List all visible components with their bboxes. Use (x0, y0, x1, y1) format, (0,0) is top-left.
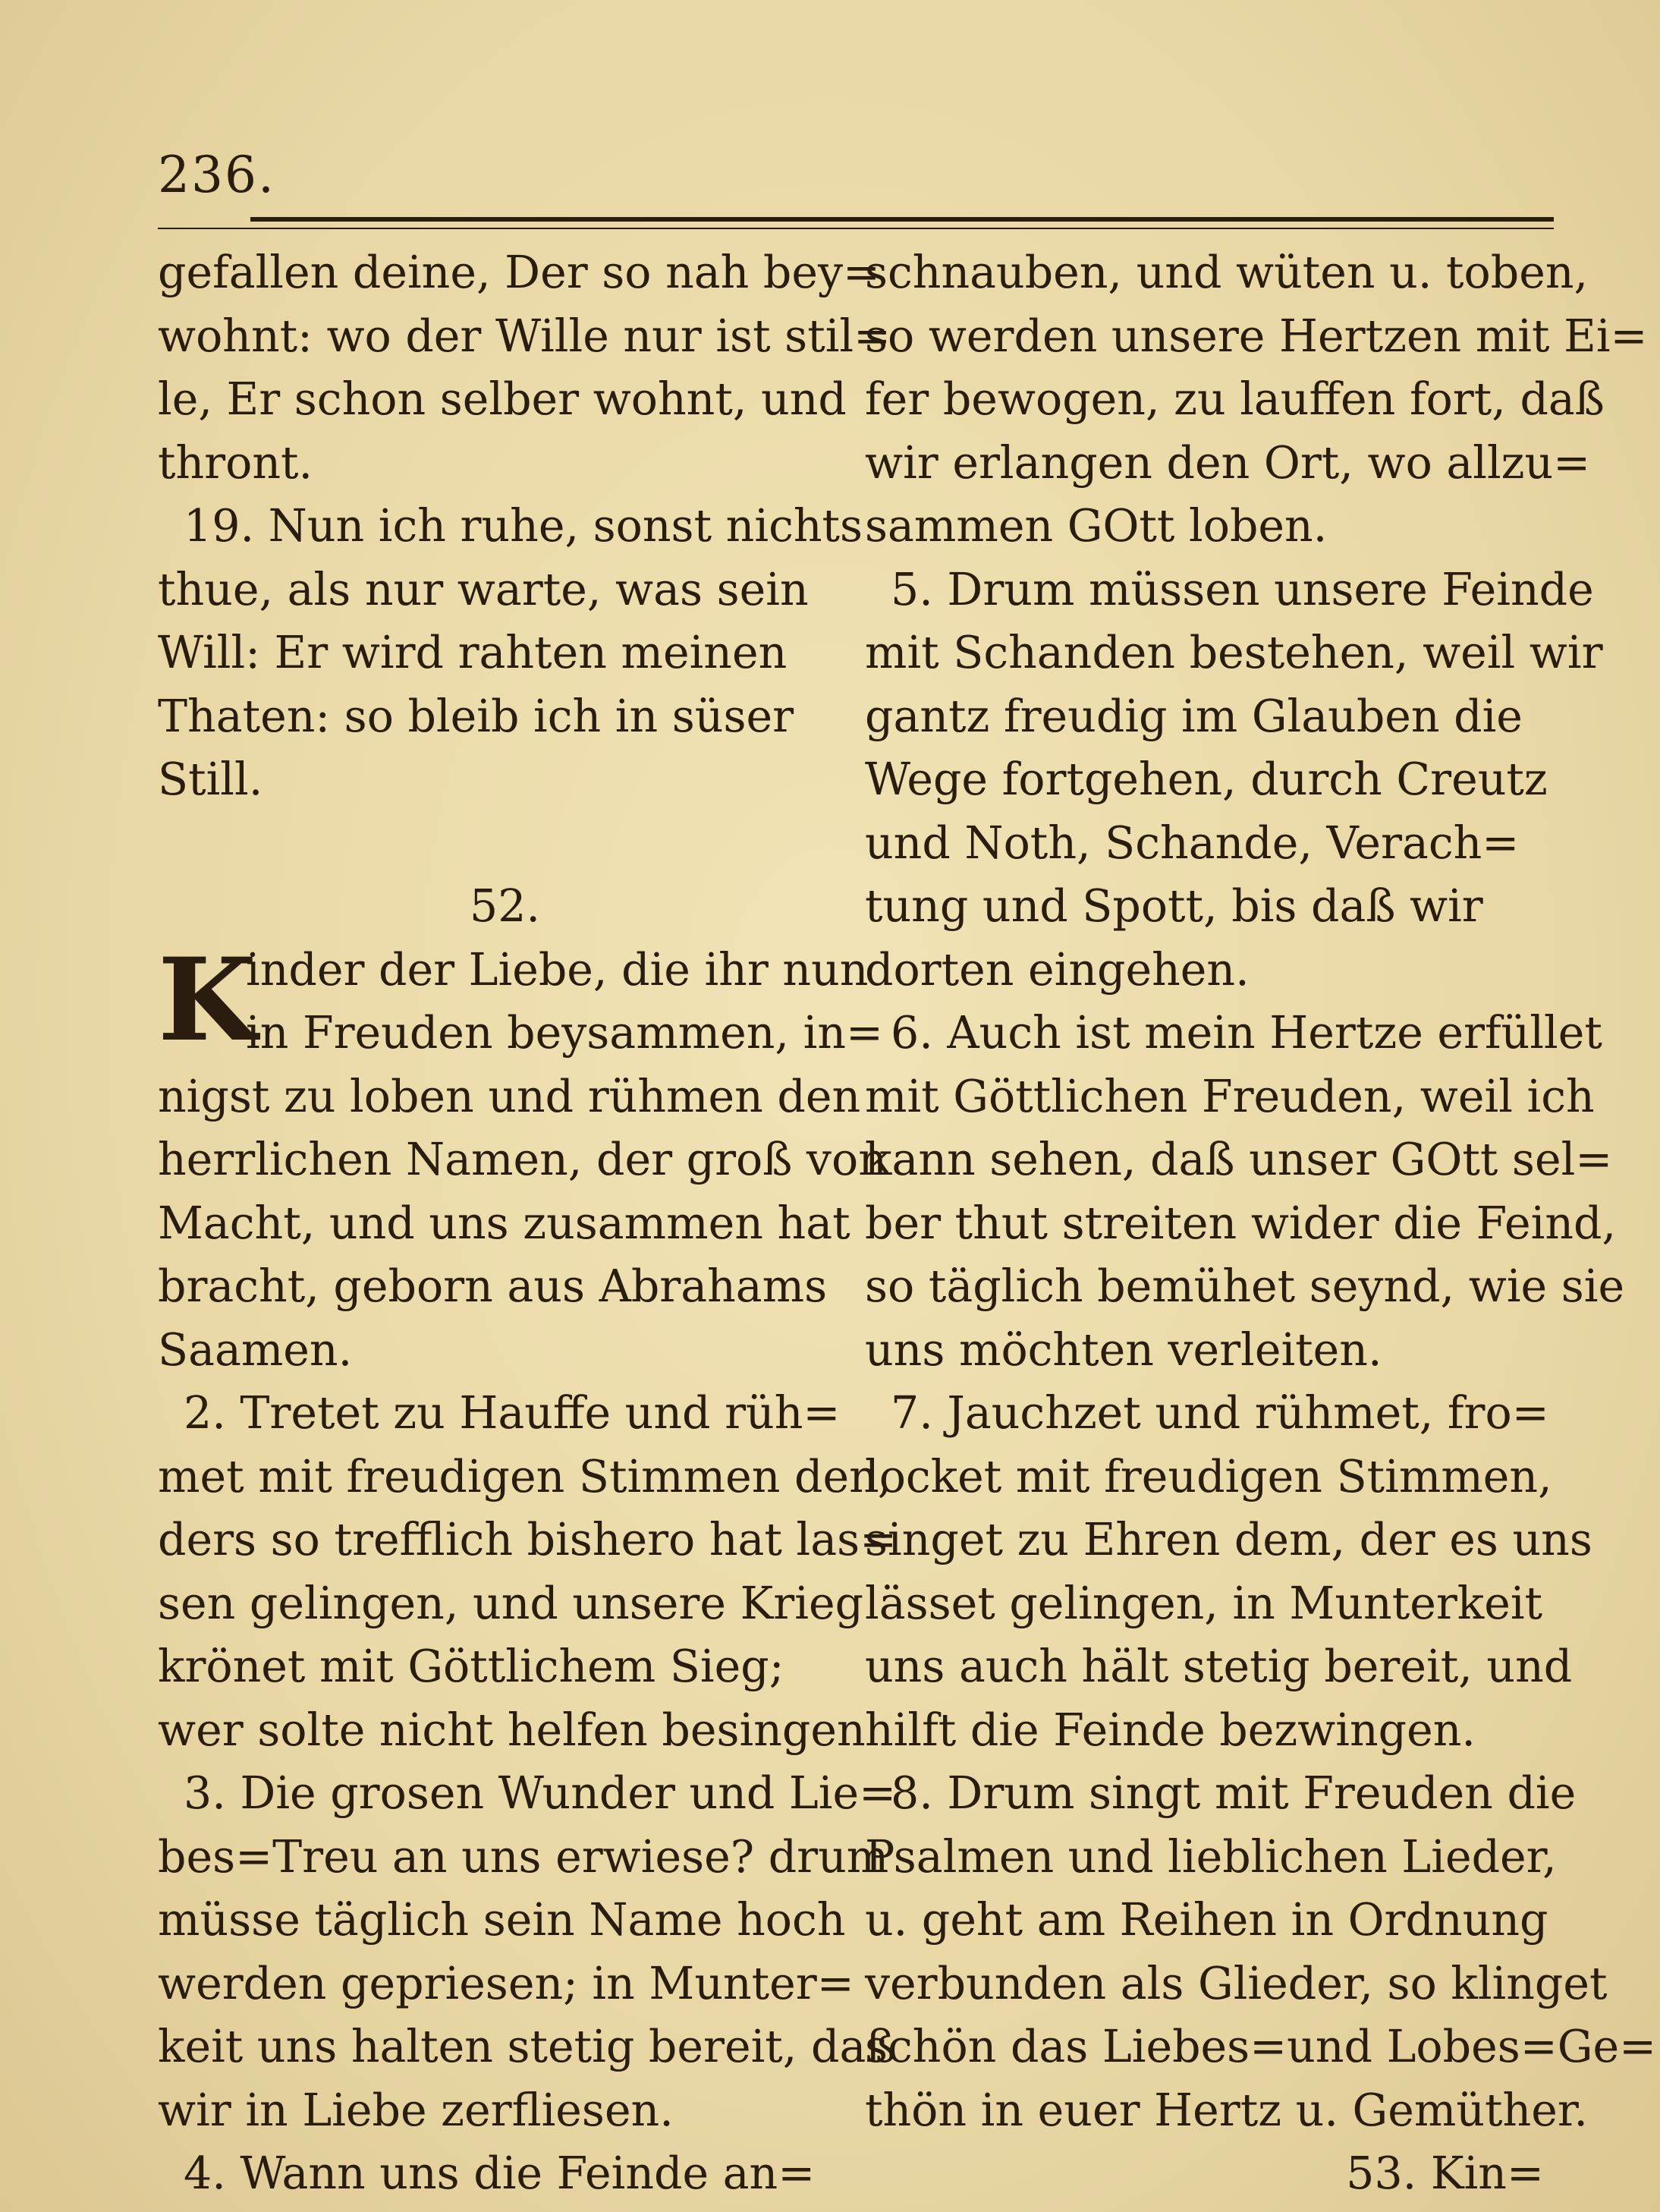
left-column (158, 241, 898, 2206)
text-line: nigst zu loben und rühmen den (158, 1070, 861, 1122)
text-line: locket mit freudigen Stimmen, (865, 1450, 1552, 1502)
stanza-8-start: 8. Drum singt mit Freuden die (891, 1767, 1577, 1819)
blank-line (158, 812, 852, 876)
right-column (865, 241, 1657, 2206)
text-line: sammen GOtt loben. (865, 500, 1328, 552)
text-line: thön in euer Hertz u. Gemüther. (865, 2084, 1588, 2136)
text-line: herrlichen Namen, der groß von (158, 1134, 887, 1185)
text-line: hilft die Feinde bezwingen. (865, 1704, 1476, 1756)
text-line: uns möchten verleiten. (865, 1323, 1382, 1376)
text-line: mit Schanden bestehen, weil wir (865, 627, 1603, 678)
text-line: keit uns halten stetig bereit, daß (158, 2021, 896, 2072)
text-line: wer solte nicht helfen besingen (158, 1704, 866, 1756)
text-line: Saamen. (158, 1323, 353, 1376)
text-line: wohnt: wo der Wille nur ist stil= (158, 310, 891, 362)
text-line: gefallen deine, Der so nah bey= (158, 247, 881, 298)
text-line: Still. (158, 754, 263, 805)
text-line: kann sehen, daß unser GOtt sel= (865, 1134, 1613, 1185)
text-line: wir in Liebe zerfliesen. (158, 2084, 674, 2136)
text-line: u. geht am Reihen in Ordnung (865, 1894, 1548, 1946)
text-line: thront. (158, 436, 313, 489)
text-line: so werden unsere Hertzen mit Ei= (865, 310, 1648, 362)
text-line: bes=Treu an uns erwiese? drum (158, 1830, 889, 1883)
text-line: ber thut streiten wider die Feind, (865, 1197, 1617, 1249)
text-line: so täglich bemühet seynd, wie sie (865, 1260, 1625, 1312)
text-line: müsse täglich sein Name hoch (158, 1894, 846, 1946)
text-line: Thaten: so bleib ich in süser (158, 690, 794, 742)
text-line: dorten eingehen. (865, 943, 1250, 996)
text-line: wir erlangen den Ort, wo allzu= (865, 436, 1591, 489)
text-line: in Freuden beysammen, in= (246, 1007, 884, 1059)
text-line: Will: Er wird rahten meinen (158, 627, 788, 678)
text-line: met mit freudigen Stimmen den, (158, 1450, 892, 1502)
text-line: verbunden als Glieder, so klinget (865, 1957, 1608, 2009)
text-line: gantz freudig im Glauben die (865, 690, 1523, 742)
text-line: lässet gelingen, in Munterkeit (865, 1577, 1543, 1629)
text-line: inder der Liebe, die ihr nun (246, 943, 869, 996)
text-line: schön das Liebes=und Lobes=Ge= (865, 2021, 1657, 2072)
text-line: bracht, geborn aus Abrahams (158, 1260, 828, 1312)
stanza-2-start: 2. Tretet zu Hauffe und rüh= (184, 1387, 841, 1439)
header-rule-thin (158, 228, 1554, 229)
text-line: singet zu Ehren dem, der es uns (865, 1514, 1592, 1565)
text-line: fer bewogen, zu lauffen fort, daß (865, 373, 1605, 425)
stanza-4-start: 4. Wann uns die Feinde an= (184, 2147, 816, 2199)
text-line: tung und Spott, bis daß wir (865, 880, 1483, 932)
drop-cap: K (158, 933, 257, 1067)
text-line: Psalmen und lieblichen Lieder, (865, 1830, 1557, 1883)
dropcap-line-2 (158, 1002, 884, 1065)
text-line: sen gelingen, und unsere Krieg (158, 1577, 864, 1629)
text-line: uns auch hält stetig bereit, und (865, 1641, 1573, 1692)
text-line: schnauben, und wüten u. toben, (865, 247, 1589, 298)
text-line: mit Göttlichen Freuden, weil ich (865, 1070, 1595, 1122)
header-rule (250, 217, 1554, 222)
catchword (865, 2142, 1559, 2206)
catchword-word: Kin= (1430, 2147, 1544, 2199)
stanza-7-start: 7. Jauchzet und rühmet, fro= (891, 1387, 1549, 1439)
text-line: ders so trefflich bishero hat las= (158, 1514, 898, 1565)
text-line: le, Er schon selber wohnt, und (158, 373, 847, 425)
text-line: Wege fortgehen, durch Creutz (865, 754, 1548, 805)
stanza-6-start: 6. Auch ist mein Hertze erfüllet (891, 1007, 1602, 1059)
hymn-number: 52. (469, 880, 541, 932)
stanza-3-start: 3. Die grosen Wunder und Lie= (184, 1767, 897, 1819)
text-line: und Noth, Schande, Verach= (865, 817, 1520, 869)
catchword-number: 53. (1346, 2147, 1417, 2199)
text-line: thue, als nur warte, was sein (158, 563, 809, 615)
text-line: krönet mit Göttlichem Sieg; (158, 1641, 784, 1692)
page-number: 236. (158, 146, 275, 204)
text-line: Macht, und uns zusammen hat (158, 1197, 850, 1249)
text-line: werden gepriesen; in Munter= (158, 1957, 854, 2009)
stanza-5-start: 5. Drum müssen unsere Feinde (891, 563, 1594, 615)
stanza-19-start: 19. Nun ich ruhe, sonst nichts (184, 500, 863, 552)
